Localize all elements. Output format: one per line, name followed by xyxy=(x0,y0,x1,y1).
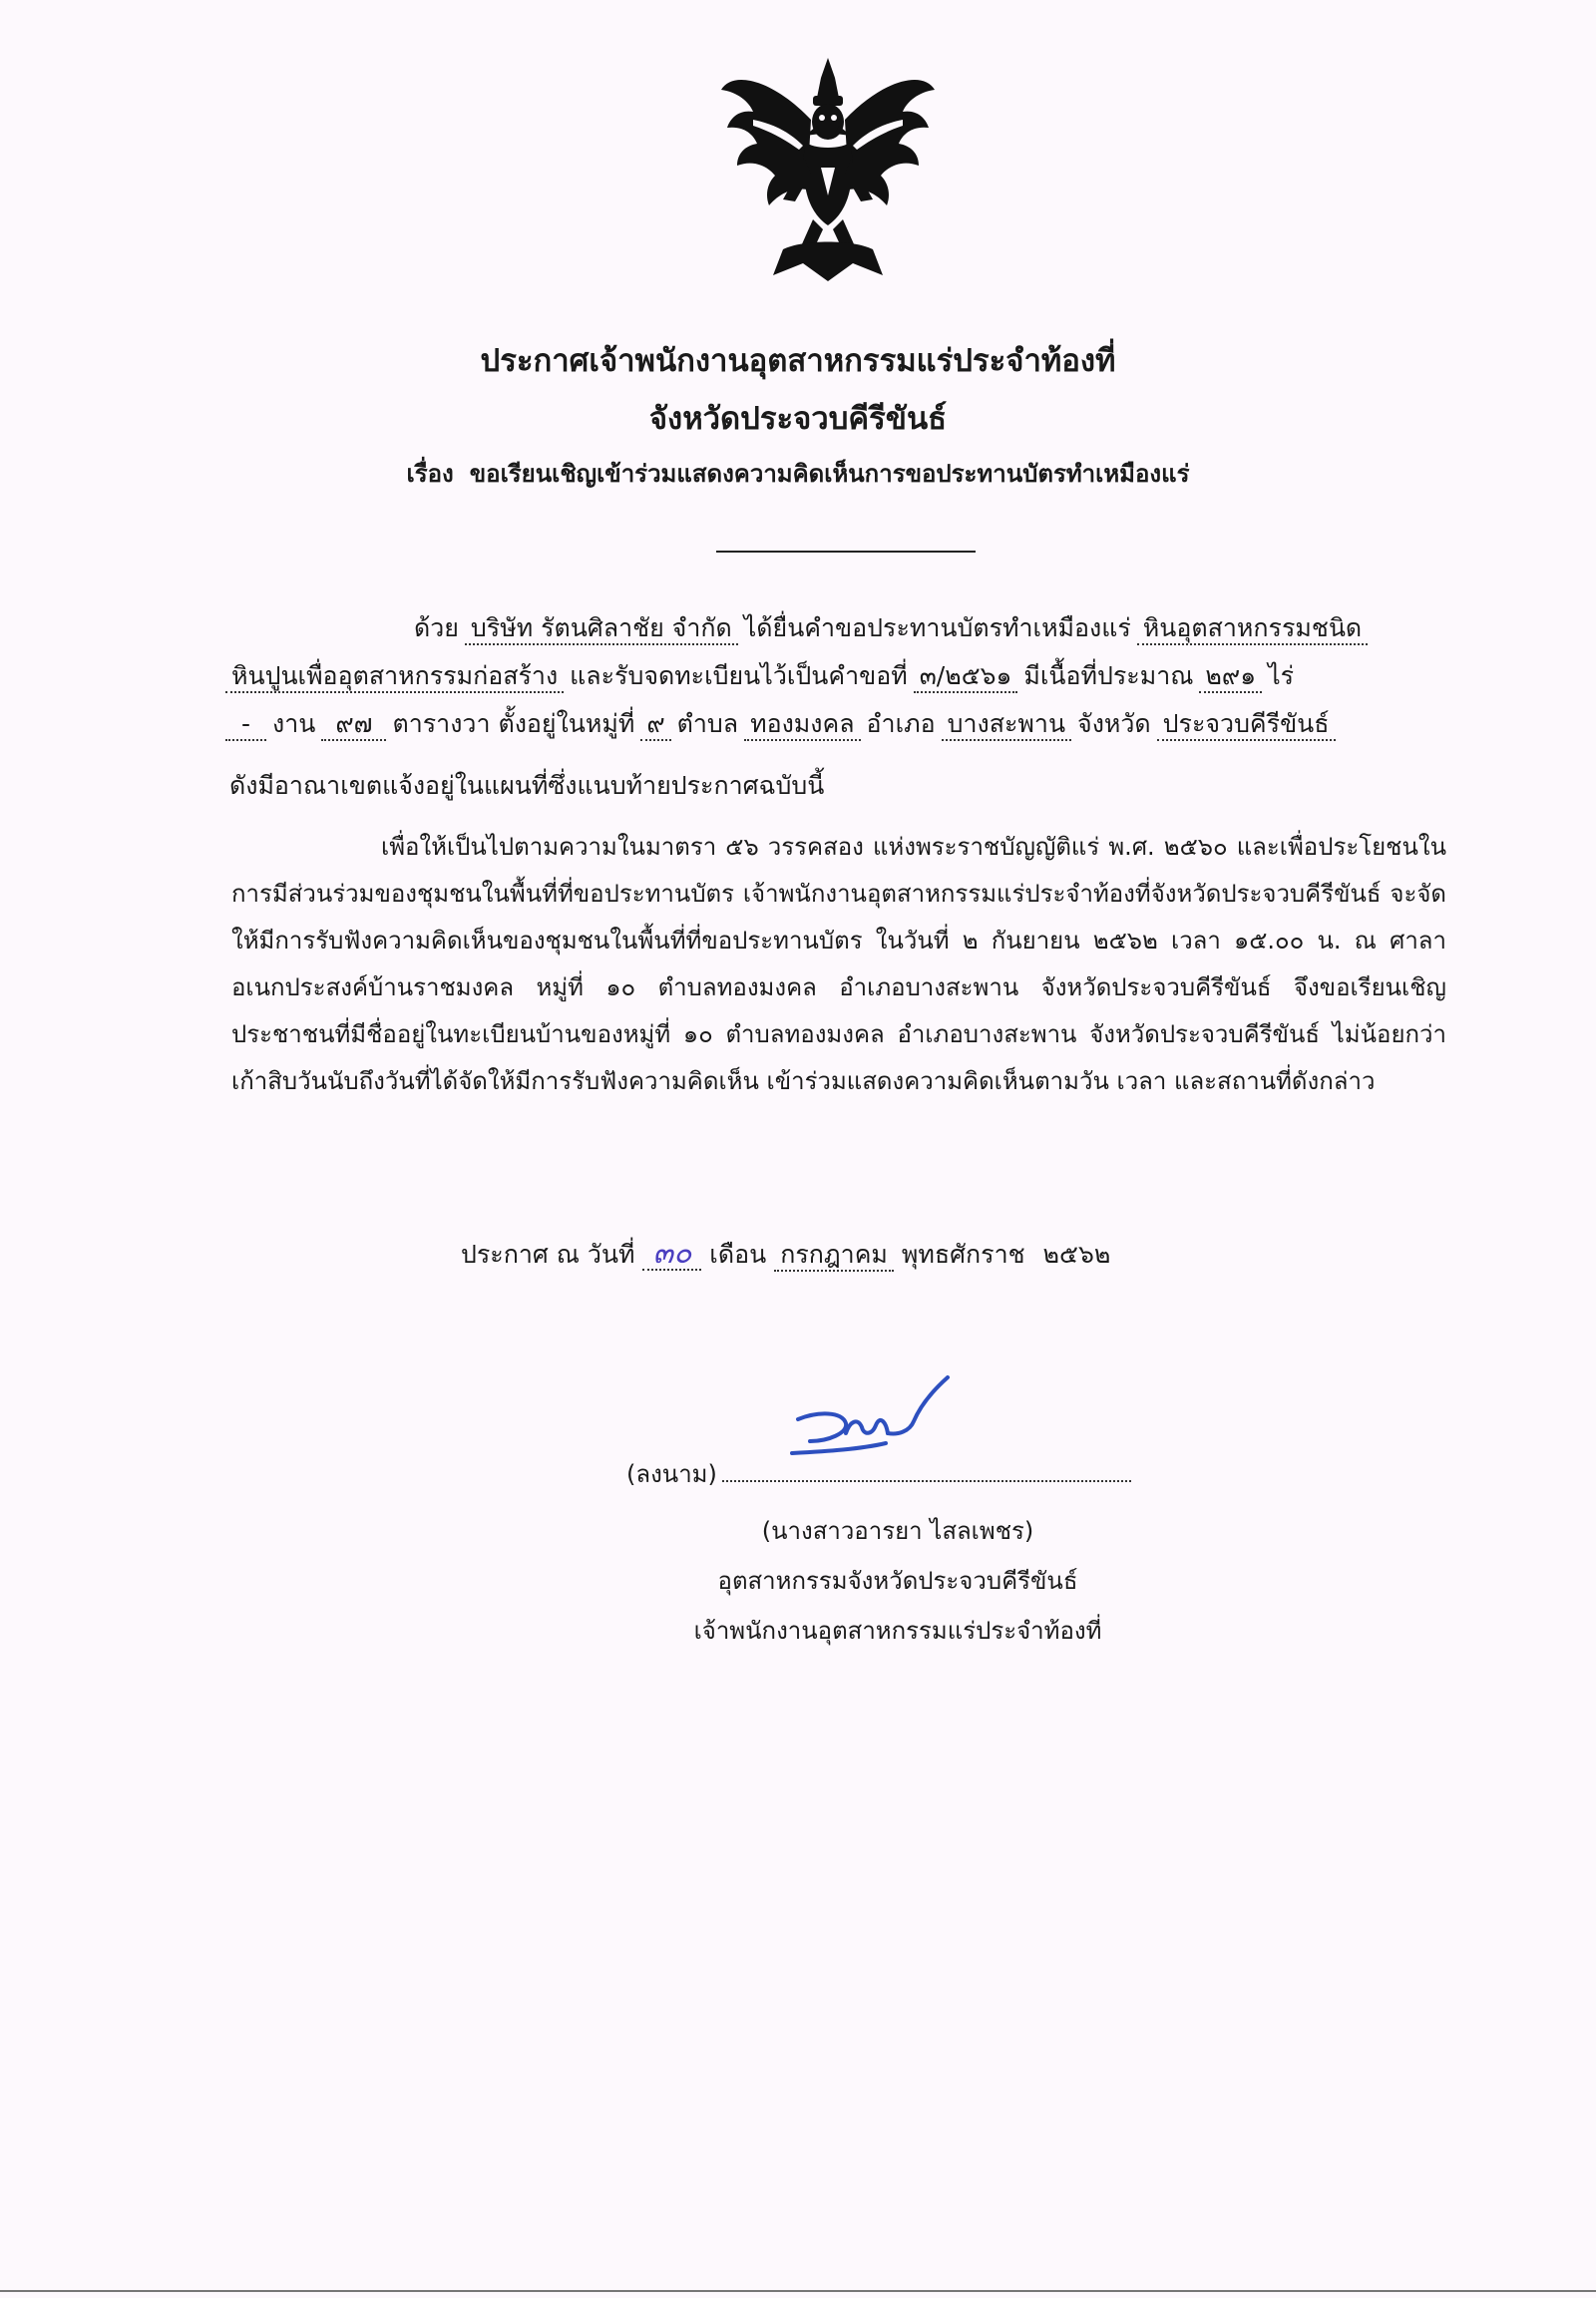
signature-dotted-line xyxy=(722,1480,1131,1482)
garuda-emblem-icon xyxy=(713,50,943,289)
amphoe-label: อำเภอ xyxy=(866,709,936,738)
sq-wa-unit: ตารางวา xyxy=(392,709,491,738)
mineral-type-field-cont: หินปูนเพื่ออุตสาหกรรมก่อสร้าง xyxy=(225,661,564,693)
year-label: พุทธศักราช xyxy=(901,1240,1025,1269)
date-prefix: ประกาศ ณ วันที่ xyxy=(461,1240,635,1269)
month-label: เดือน xyxy=(709,1240,767,1269)
month-field: กรกฎาคม xyxy=(774,1240,894,1272)
announcement-title-line2: จังหวัดประจวบคีรีขันธ์ xyxy=(648,401,948,437)
para1-request-label: และรับจดทะเบียนไว้เป็นคำขอที่ xyxy=(570,661,908,690)
handwritten-signature-icon xyxy=(788,1371,958,1471)
signer-name: (นางสาวอารยา ไสลเพชร) xyxy=(761,1517,1034,1545)
moo-field: ๙ xyxy=(640,709,670,741)
para2-body: เพื่อให้เป็นไปตามความในมาตรา ๕๖ วรรคสอง แห่งพระราชบัญญัติแร่ พ.ศ. ๒๕๖๐ และเพื่อประโยชนในการมีส่วนร่วมของชุมชนในพื้นที่ที่ขอประทานบัตร เจ้าพนักงานอุตสาหกรรมแร่ประจำท้องที่จังหวัดประจวบคีรีขันธ์ จะจัดให้มีการรับฟังความคิดเห็นของชุมชนในพื้นที่ที่ขอประทานบัตร ในวันที่ ๒ กันยายน ๒๕๖๒ เวลา ๑๕.๐๐ น. ณ ศาลาอเนกประสงค์บ้านราชมงคล หมู่ที่ ๑๐ ตำบลทองมงคล อำเภอบางสะพาน จังหวัดประจวบคีรีขันธ์ จึงขอเรียนเชิญประชาชนที่มีชื่ออยู่ในทะเบียนบ้านของหมู่ที่ ๑๐ ตำบลทองมงคล อำเภอบางสะพาน จังหวัดประจวบคีรีขันธ์ ไม่น้อยกว่าเก้าสิบวันนับถึงวันที่ได้จัดให้มีการรับฟังความคิดเห็น เข้าร่วมแสดงความคิดเห็นตามวัน เวลา และสถานที่ดังกล่าว xyxy=(231,833,1446,1095)
announcement-title-line1: ประกาศเจ้าพนักงานอุตสาหกรรมแร่ประจำท้องที่ xyxy=(480,343,1116,379)
para1-mid: ได้ยื่นคำขอประทานบัตรทำเหมืองแร่ xyxy=(743,613,1131,642)
moo-label: ตั้งอยู่ในหมู่ที่ xyxy=(498,709,635,738)
rai-unit: ไร่ xyxy=(1268,661,1295,690)
day-field: ๓๐ xyxy=(642,1239,701,1271)
sq-wa-field: ๙๗ xyxy=(321,709,386,741)
signer-position-2: เจ้าพนักงานอุตสาหกรรมแร่ประจำท้องที่ xyxy=(693,1617,1102,1645)
ngan-field: - xyxy=(225,709,266,741)
rai-field: ๒๙๑ xyxy=(1199,661,1262,693)
subject-text: ขอเรียนเชิญเข้าร่วมแสดงความคิดเห็นการขอประทานบัตรทำเหมืองแร่ xyxy=(469,460,1190,488)
tambon-field: ทองมงคล xyxy=(744,709,860,741)
para1-line4: ดังมีอาณาเขตแจ้งอยู่ในแผนที่ซึ่งแนบท้ายประกาศฉบับนี้ xyxy=(229,771,825,800)
province-label: จังหวัด xyxy=(1077,709,1151,738)
title-divider xyxy=(716,551,976,553)
para1-prefix: ด้วย xyxy=(414,613,459,642)
request-number-field: ๓/๒๕๖๑ xyxy=(914,661,1018,693)
province-field: ประจวบคีรีขันธ์ xyxy=(1157,709,1336,741)
mineral-type-field: หินอุตสาหกรรมชนิด xyxy=(1137,613,1368,645)
announcement-date-line xyxy=(461,1233,1110,1277)
subject-label: เรื่อง xyxy=(406,460,454,488)
ngan-unit: งาน xyxy=(272,709,316,738)
signature-label: (ลงนาม) xyxy=(626,1460,717,1488)
area-label: มีเนื้อที่ประมาณ xyxy=(1023,661,1194,690)
page-bottom-edge xyxy=(0,2290,1596,2292)
para1-line2 xyxy=(225,656,1294,696)
signer-position-1: อุตสาหกรรมจังหวัดประจวบคีรีขันธ์ xyxy=(717,1567,1078,1595)
amphoe-field: บางสะพาน xyxy=(942,709,1071,741)
subject-line xyxy=(0,454,1596,494)
year-field: ๒๕๖๒ xyxy=(1042,1240,1111,1269)
company-name-field: บริษัท รัตนศิลาชัย จำกัด xyxy=(465,613,738,645)
para1-line3 xyxy=(225,704,1342,744)
tambon-label: ตำบล xyxy=(676,709,739,738)
para1-line1 xyxy=(414,608,1374,648)
